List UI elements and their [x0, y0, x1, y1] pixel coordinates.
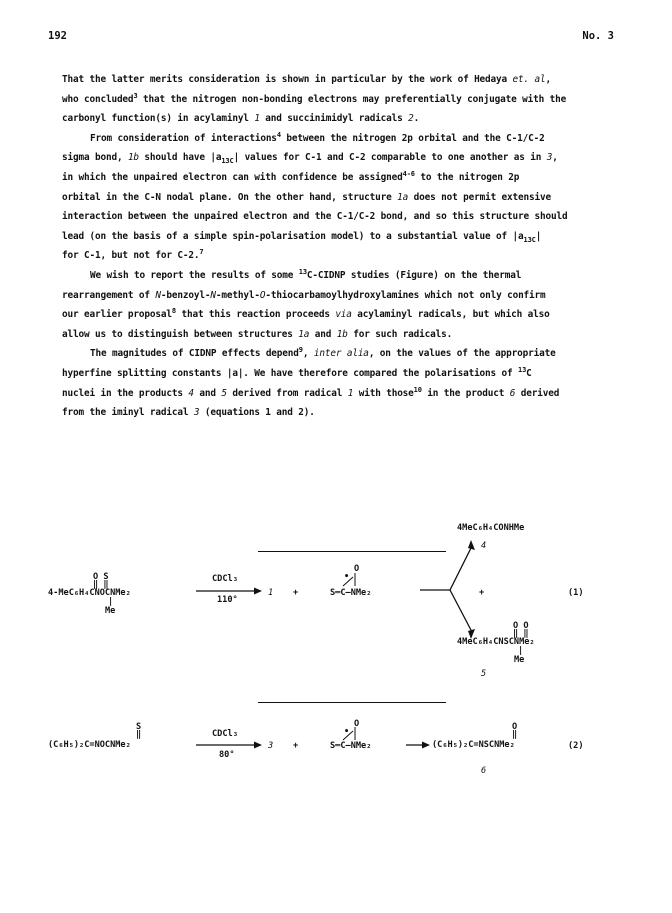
text-line	[62, 305, 602, 325]
text-segment: 4	[276, 130, 281, 139]
text-segment: -thiocarbamoylhydroxylamines which not only confirm	[265, 289, 546, 301]
text-segment: should have |a	[138, 152, 222, 164]
text-segment: lead (on the basis of a simple spin-polarisation model) to a substantial value of |a	[62, 230, 524, 242]
text-segment: , on the values of the appropriate	[368, 348, 556, 360]
text-segment: via	[335, 309, 352, 321]
branch-arrows-1	[418, 540, 478, 640]
text-segment: 8	[171, 307, 176, 315]
product-6-double-bond: ‖	[512, 730, 518, 740]
text-segment: derived	[515, 387, 560, 399]
radical-3-label: 3	[268, 741, 274, 751]
text-line	[62, 109, 602, 129]
text-segment: who concluded	[62, 93, 134, 105]
text-segment: 3	[546, 152, 553, 164]
text-segment: and	[309, 328, 337, 340]
temperature-1: 110°	[217, 595, 238, 605]
text-segment: 1b	[336, 328, 348, 340]
text-segment: (equations 1 and 2).	[199, 407, 315, 419]
reactant-2-formula: (C₆H₅)₂C=NOCNMe₂	[48, 740, 131, 750]
text-line	[62, 90, 602, 110]
thiyl-bonds-2	[340, 722, 360, 742]
issue-number: No. 3	[582, 30, 614, 42]
text-segment: -methyl-	[215, 289, 260, 301]
plus-sign-1: +	[293, 588, 299, 598]
text-line	[62, 168, 602, 188]
product-4-number: 4	[481, 541, 487, 551]
text-segment: inter alia	[313, 348, 369, 360]
text-segment: in the product	[421, 387, 510, 399]
text-segment: 6	[509, 387, 516, 399]
text-segment: We wish to report the results of some	[90, 269, 299, 281]
solvent-2: CDCl₃	[212, 729, 238, 739]
product-6-oxygen: O	[512, 722, 518, 732]
text-line	[62, 384, 602, 404]
temperature-2: 80°	[219, 750, 235, 760]
text-segment: rearrangement of	[62, 289, 156, 301]
text-line	[62, 129, 602, 149]
thiyl-oxygen-2: O	[354, 719, 360, 729]
text-segment: -benzoyl-	[160, 289, 211, 301]
product-5-formula: 4MeC₆H₄CNSCNMe₂	[457, 637, 535, 647]
text-segment: orbital in the C-N nodal plane. On the other hand, structure	[62, 191, 398, 203]
thiyl-oxygen-1: O	[354, 564, 360, 574]
thiyl-formula-1: S═C—NMe₂	[330, 588, 372, 598]
text-line	[62, 344, 602, 364]
text-segment: 1a	[298, 328, 310, 340]
text-segment: That the latter merits consideration is shown in particular by the work of Hedaya	[62, 74, 513, 85]
body-text	[62, 70, 602, 423]
text-segment: 10	[413, 385, 422, 394]
text-segment: | values for C-1 and C-2 comparable to one another as in	[233, 152, 547, 164]
text-segment: 1a	[397, 191, 409, 203]
text-line	[62, 227, 602, 247]
text-segment: ,	[552, 152, 558, 164]
thiyl-bonds-1	[340, 568, 360, 588]
text-segment: 3	[193, 407, 200, 419]
text-segment: N	[155, 289, 161, 301]
product-5-number: 5	[481, 669, 487, 679]
text-segment: 3	[133, 91, 138, 100]
product-5-methyl: Me	[514, 655, 525, 665]
text-segment: O	[259, 289, 266, 301]
text-segment: C	[531, 235, 536, 244]
text-line	[62, 188, 602, 208]
text-segment: between the nitrogen 2p orbital and the C-1/C-2	[280, 132, 545, 144]
thiyl-formula-2: S═C—NMe₂	[330, 741, 372, 751]
page-number: 192	[48, 30, 67, 42]
equation-number-1: (1)	[568, 588, 584, 598]
equation-number-2: (2)	[568, 741, 584, 751]
text-segment: interaction between the unpaired electron and the C-1/C-2 bond, and so this structure should	[62, 211, 568, 223]
text-segment: 1b	[127, 152, 139, 164]
reaction-arrow-2	[196, 740, 262, 750]
text-segment: C	[526, 367, 532, 379]
text-segment: sigma bond,	[62, 152, 128, 164]
text-segment: ,	[545, 74, 551, 85]
text-segment: allow us to distinguish between structures	[62, 328, 299, 340]
text-segment: 9	[298, 346, 303, 355]
text-segment: that this reaction proceeds	[175, 309, 336, 321]
product-6-number: 6	[481, 766, 487, 776]
text-segment: From consideration of interactions	[90, 132, 277, 144]
text-segment: .	[413, 113, 420, 125]
text-line	[62, 246, 602, 266]
product-5-double-bonds: ‖ ‖	[513, 629, 529, 639]
reactant-1-n-bond: |	[108, 597, 114, 607]
plus-sign-2: +	[293, 741, 299, 751]
text-segment: does not permit extensive	[408, 191, 552, 203]
thiyl-radical-dot-1: •	[344, 572, 350, 582]
text-segment: 1	[254, 113, 260, 125]
text-line	[62, 364, 602, 384]
text-segment: |	[535, 230, 542, 242]
text-segment: nuclei in the products	[62, 387, 189, 399]
text-segment: 5	[221, 387, 227, 399]
text-segment: 7	[199, 248, 204, 257]
text-segment: 13	[221, 157, 230, 166]
text-segment: hyperfine splitting constants |a|. We have therefore compared the polarisations of	[62, 367, 519, 379]
product-5-n-bond: |	[518, 646, 524, 656]
text-segment: in which the unpaired electron can with confidence be assigned	[62, 171, 403, 183]
reactant-1-formula: 4-MeC₆H₄CNOCNMe₂	[48, 588, 131, 598]
text-segment: C-CIDNP studies (Figure) on the thermal	[306, 269, 522, 281]
text-segment: et. al	[512, 74, 546, 85]
text-segment: 13	[518, 365, 527, 374]
text-line	[62, 266, 602, 286]
text-line	[62, 403, 602, 423]
text-line	[62, 207, 602, 227]
cage-bar-2	[258, 702, 446, 703]
text-segment: 4-6	[402, 169, 415, 178]
solvent-1: CDCl₃	[212, 574, 238, 584]
text-segment: 1	[347, 387, 354, 399]
reactant-2-double-bond: ‖	[136, 730, 142, 740]
text-segment: 2	[408, 113, 414, 125]
text-segment: for C-1, but not for C-2.	[62, 250, 200, 262]
reaction-arrow-3	[406, 740, 430, 750]
text-segment: 13	[298, 267, 307, 276]
text-segment: N	[210, 289, 216, 301]
text-segment: 4	[188, 387, 194, 399]
text-line	[62, 325, 602, 345]
text-line	[62, 148, 602, 168]
text-segment: that the nitrogen non-bonding electrons may preferentially conjugate with the	[137, 93, 567, 105]
reactant-1-methyl: Me	[105, 606, 116, 616]
text-segment: The magnitudes of CIDNP effects depend	[90, 348, 299, 360]
text-segment: for such radicals.	[347, 328, 453, 340]
product-6-formula: (C₆H₅)₂C=NSCNMe₂	[432, 740, 515, 750]
text-segment: 13	[523, 235, 532, 244]
text-segment: our earlier proposal	[62, 309, 172, 321]
text-segment: to the nitrogen 2p	[414, 171, 520, 183]
text-segment: derived from radical	[226, 387, 348, 399]
thiyl-radical-dot-2: •	[344, 727, 350, 737]
text-line	[62, 70, 602, 90]
text-segment: carbonyl function(s) in acylaminyl	[62, 113, 255, 125]
product-5-oxygens: O O	[513, 621, 529, 631]
radical-1-label: 1	[268, 588, 274, 598]
reactant-2-sulfur: S	[136, 722, 142, 732]
text-segment: acylaminyl radicals, but which also	[351, 309, 550, 321]
text-segment: with those	[353, 387, 414, 399]
text-segment: and	[193, 387, 222, 399]
product-4-formula: 4MeC₆H₄CONHMe	[457, 523, 525, 533]
text-segment: ,	[302, 348, 314, 360]
text-line	[62, 286, 602, 306]
plus-sign-1b: +	[479, 588, 485, 598]
reactant-1-oxygen-sulfur: O S	[93, 572, 109, 582]
text-segment: C	[229, 157, 234, 166]
reactant-1-double-bonds: ‖ ‖	[93, 580, 109, 590]
text-segment: from the iminyl radical	[62, 407, 194, 419]
text-segment: and succinimidyl radicals	[259, 113, 409, 125]
